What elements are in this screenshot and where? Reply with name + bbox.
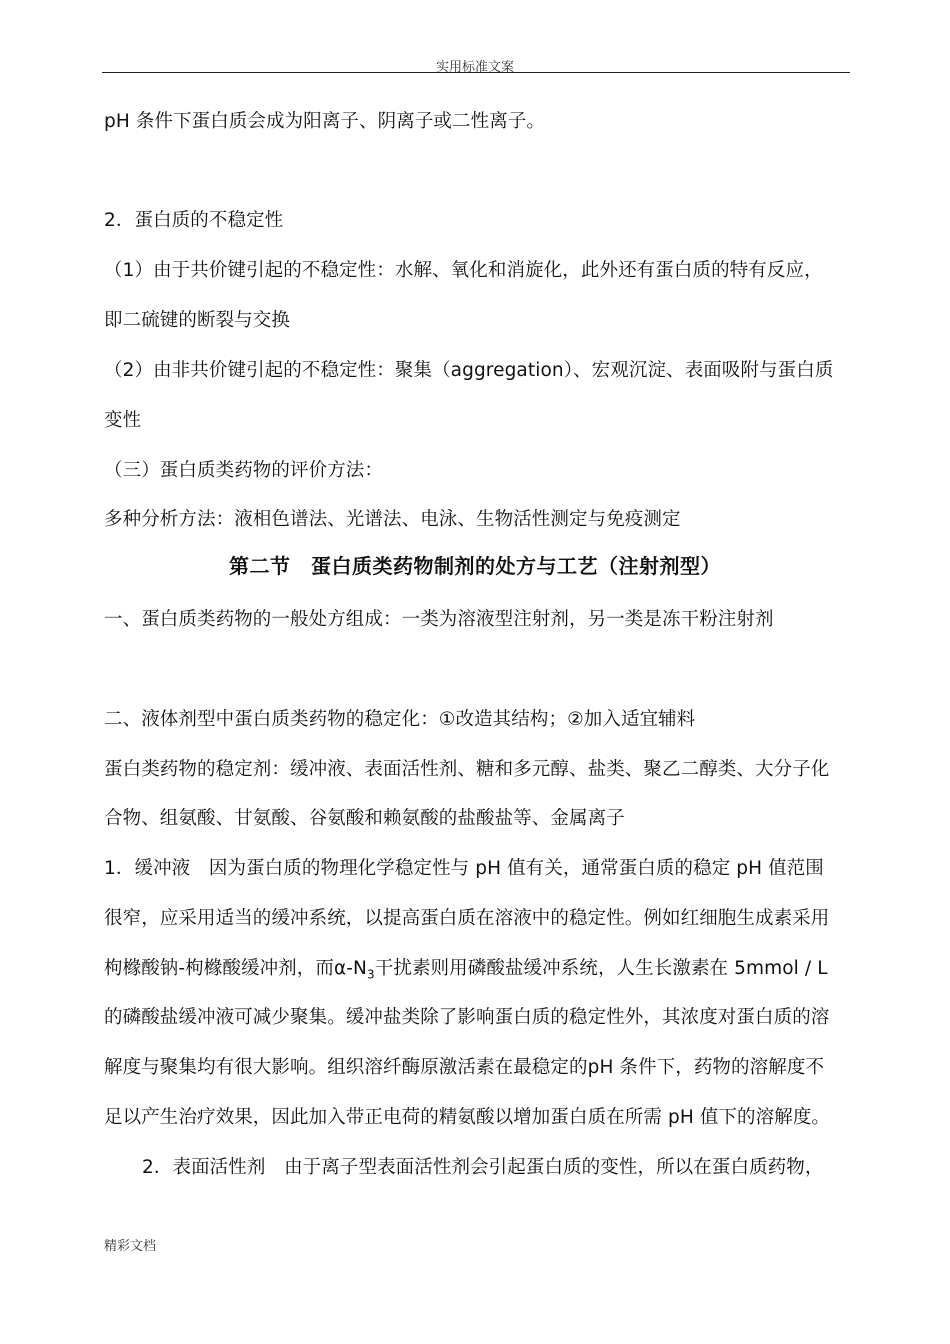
page-header: 实用标准文案: [435, 60, 514, 75]
text-segment: 枸橼酸钠-枸橼酸缓冲剂，而α-N: [104, 958, 367, 979]
paragraph-line: 解度与聚集均有很大影响。组织溶纤酶原激活素在最稳定的pH 条件下，药物的溶解度不: [104, 1057, 825, 1078]
page-footer: 精彩文档: [104, 1239, 157, 1254]
section-title: 2．蛋白质的不稳定性: [104, 210, 284, 231]
paragraph-line: 蛋白类药物的稳定剂：缓冲液、表面活性剂、糖和多元醇、盐类、聚乙二醇类、大分子化: [104, 759, 830, 780]
text-segment: 干扰素则用磷酸盐缓冲系统，人生长激素在 5mmol / L: [374, 958, 828, 979]
paragraph-line: [104, 957, 828, 987]
paragraph-line: 合物、组氨酸、甘氨酸、谷氨酸和赖氨酸的盐酸盐等、金属离子: [104, 808, 625, 829]
paragraph-line: 2．表面活性剂 由于离子型表面活性剂会引起蛋白质的变性，所以在蛋白质药物，: [142, 1157, 824, 1178]
paragraph-line: （2）由非共价键引起的不稳定性：聚集（aggregation）、宏观沉淀、表面吸附与蛋白质: [104, 360, 834, 381]
paragraph-line: 二、液体剂型中蛋白质类药物的稳定化：①改造其结构；②加入适宜辅料: [104, 709, 696, 730]
paragraph-line: 的磷酸盐缓冲液可减少聚集。缓冲盐类除了影响蛋白质的稳定性外，其浓度对蛋白质的溶: [104, 1007, 830, 1028]
paragraph-line: 变性: [104, 410, 142, 431]
paragraph-line: （1）由于共价键引起的不稳定性：水解、氧化和消旋化，此外还有蛋白质的特有反应，: [104, 260, 823, 281]
paragraph-line: 很窄，应采用适当的缓冲系统，以提高蛋白质在溶液中的稳定性。例如红细胞生成素采用: [104, 908, 830, 929]
paragraph-line: pH 条件下蛋白质会成为阳离子、阴离子或二性离子。: [104, 111, 546, 132]
section-title: （三）蛋白质类药物的评价方法：: [104, 460, 384, 481]
subscript: 3: [367, 967, 375, 982]
header-rule: [102, 72, 850, 73]
paragraph-line: 即二硫键的断裂与交换: [104, 310, 291, 331]
paragraph-line: 一、蛋白质类药物的一般处方组成：一类为溶液型注射剂，另一类是冻干粉注射剂: [104, 609, 774, 630]
paragraph-line: 多种分析方法：液相色谱法、光谱法、电泳、生物活性测定与免疫测定: [104, 509, 681, 530]
paragraph-line: 1．缓冲液 因为蛋白质的物理化学稳定性与 pH 值有关，通常蛋白质的稳定 pH 值范围: [104, 858, 824, 879]
chapter-heading: 第二节 蛋白质类药物制剂的处方与工艺（注射剂型）: [229, 554, 721, 578]
paragraph-line: 足以产生治疗效果，因此加入带正电荷的精氨酸以增加蛋白质在所需 pH 值下的溶解度。: [104, 1107, 831, 1128]
